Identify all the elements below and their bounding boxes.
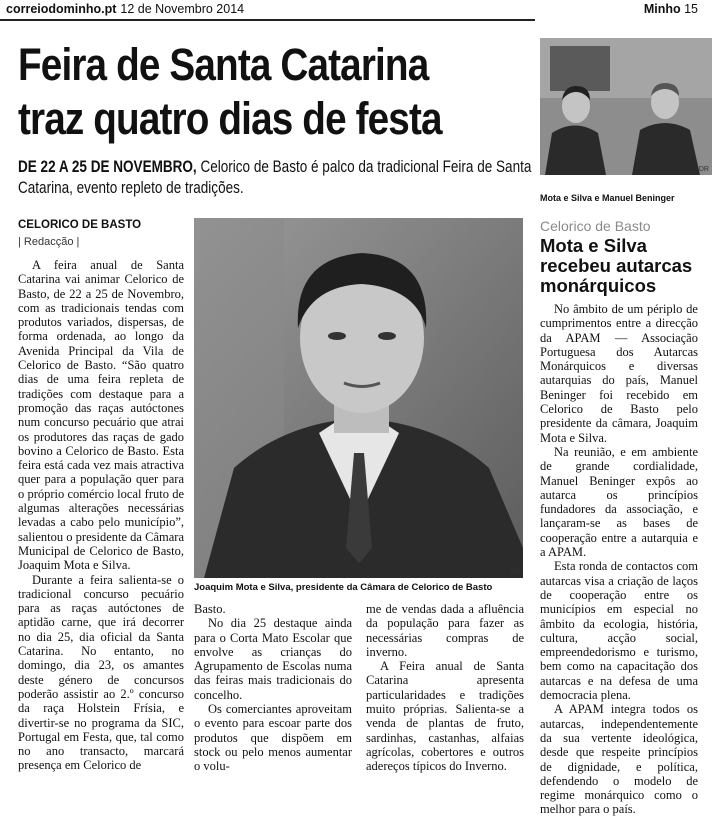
photo-credit: DR — [698, 166, 709, 173]
paragraph: No dia 25 destaque ainda para o Corta Mato Escolar que envolve as crianças do Agrupamento de Escolas numa das feiras mais tradicionais do concelho. — [194, 616, 352, 702]
paragraph: A APAM integra todos os autarcas, independentemente da sua vertente ideológica, desde que respeite princípios de dignidade, e política, defendendo o modelo de regime monárquico como o melhor para o país. — [540, 702, 698, 817]
header-rule — [0, 19, 535, 21]
article-column-1 — [18, 258, 184, 773]
sidebar-title-line-1: Mota e Silva — [540, 235, 647, 256]
sidebar-kicker: Celorico de Basto — [540, 218, 651, 234]
photo-credit: DR — [509, 569, 520, 576]
section-name: Minho — [643, 2, 681, 16]
sidebar-photo-caption: Mota e Silva e Manuel Beninger — [540, 193, 675, 203]
main-photo — [194, 218, 523, 578]
sidebar-photo — [540, 38, 712, 175]
two-men-illustration — [540, 38, 712, 175]
issue-date: 12 de Novembro 2014 — [120, 2, 245, 16]
sidebar-title-line-2: recebeu autarcas — [540, 255, 693, 276]
paragraph: A Feira anual de Santa Catarina apresenta particularidades e tradições muito próprias. Salienta-se a venda de plantas de fruto, sardinhas, castanhas, alfaias agrícolas, cobertores e outros adereços típicos do Inverno. — [366, 659, 524, 774]
article-column-3 — [366, 602, 524, 774]
paragraph: Os comerciantes aproveitam o evento para escoar parte dos produtos que dispõem em stock ou pelo menos aumentar o volu- — [194, 702, 352, 774]
sidebar-title-line-3: monárquicos — [540, 275, 657, 296]
site-name: correiodominho.pt — [6, 2, 117, 16]
paragraph: Basto. — [194, 602, 226, 616]
paragraph: me de vendas dada a afluência da população para fazer as necessárias compras de inverno. — [366, 602, 524, 659]
paragraph: Na reunião, e em ambiente de grande cordialidade, Manuel Beninger expôs ao autarca os princípios fundadores da associação, e lançaram-se as bases de cooperação entre a autarquia e a APAM. — [540, 444, 698, 560]
lead-text: Celorico de Basto é palco da tradicional Feira de Santa Catarina, evento repleto de tradições. — [18, 158, 532, 197]
site-header — [6, 2, 244, 16]
lead-bold: DE 22 A 25 DE NOVEMBRO, — [18, 158, 197, 176]
byline-author: | Redacção | — [18, 236, 80, 248]
sidebar-title — [540, 236, 710, 296]
byline-location: CELORICO DE BASTO — [18, 219, 142, 231]
section-header — [636, 2, 698, 16]
paragraph: No âmbito de um périplo de cumprimentos entre a direcção da APAM — Associação Portuguesa dos Autarcas Monárquicos e diversas autarquias do país, Manuel Beninger foi recebido em Celorico de Basto pelo presidente da câmara, Joaquim Mota e Silva. — [540, 302, 698, 445]
paragraph: A feira anual de Santa Catarina vai animar Celorico de Basto, de 22 a 25 de Novembro, com as tradicionais tendas com produtos variados, dispersas, de forma ordenada, ao longo da Avenida Principal da Vila de Celorico de Basto. “São quatro dias de uma feira repleta de tradições com destaque para a promoção das raças autóctones num concurso pecuário que atrai os produtores das raças de gado bovino a Celorico de Basto. Esta feira está cada vez mais atractiva quer para a população quer para o próprio comércio local fruto de algumas alterações necessárias levadas a cabo pelo município”, salientou o presidente da Câmara Municipal de Celorico de Basto, Joaquim Mota e Silva. — [18, 258, 184, 573]
headline-line-2: traz quatro dias de festa — [18, 93, 442, 144]
article-column-2 — [194, 602, 352, 774]
headline — [18, 38, 465, 146]
paragraph: Esta ronda de contactos com autarcas visa a criação de laços de cooperação entre os municípios em especial no âmbito da ecologia, história, cultura, acção social, empreendedorismo e turismo, bem como na capacitação dos autarcas e na defesa de uma democracia plena. — [540, 559, 698, 703]
photo-caption: Joaquim Mota e Silva, presidente da Câmara de Celorico de Basto — [194, 582, 493, 593]
sidebar-column — [540, 302, 698, 817]
paragraph: Durante a feira salienta-se o tradicional concurso pecuário para as raças autóctones de aptidão carne, que irá decorrer no dia 25, dia oficial da Santa Catarina. No entanto, no domingo, dia 23, os amantes deste género de concursos poderão assistir ao 2.º concurso da raça Holstein Frísia, e divertir-se no programa da SIC, Portugal em Festa, que, tal como no ano transacto, marcará presença em Celorico de — [18, 572, 184, 773]
page-number: 15 — [684, 2, 698, 16]
headline-line-1: Feira de Santa Catarina — [18, 39, 429, 90]
portrait-illustration — [194, 218, 523, 578]
lead-paragraph — [18, 157, 535, 199]
